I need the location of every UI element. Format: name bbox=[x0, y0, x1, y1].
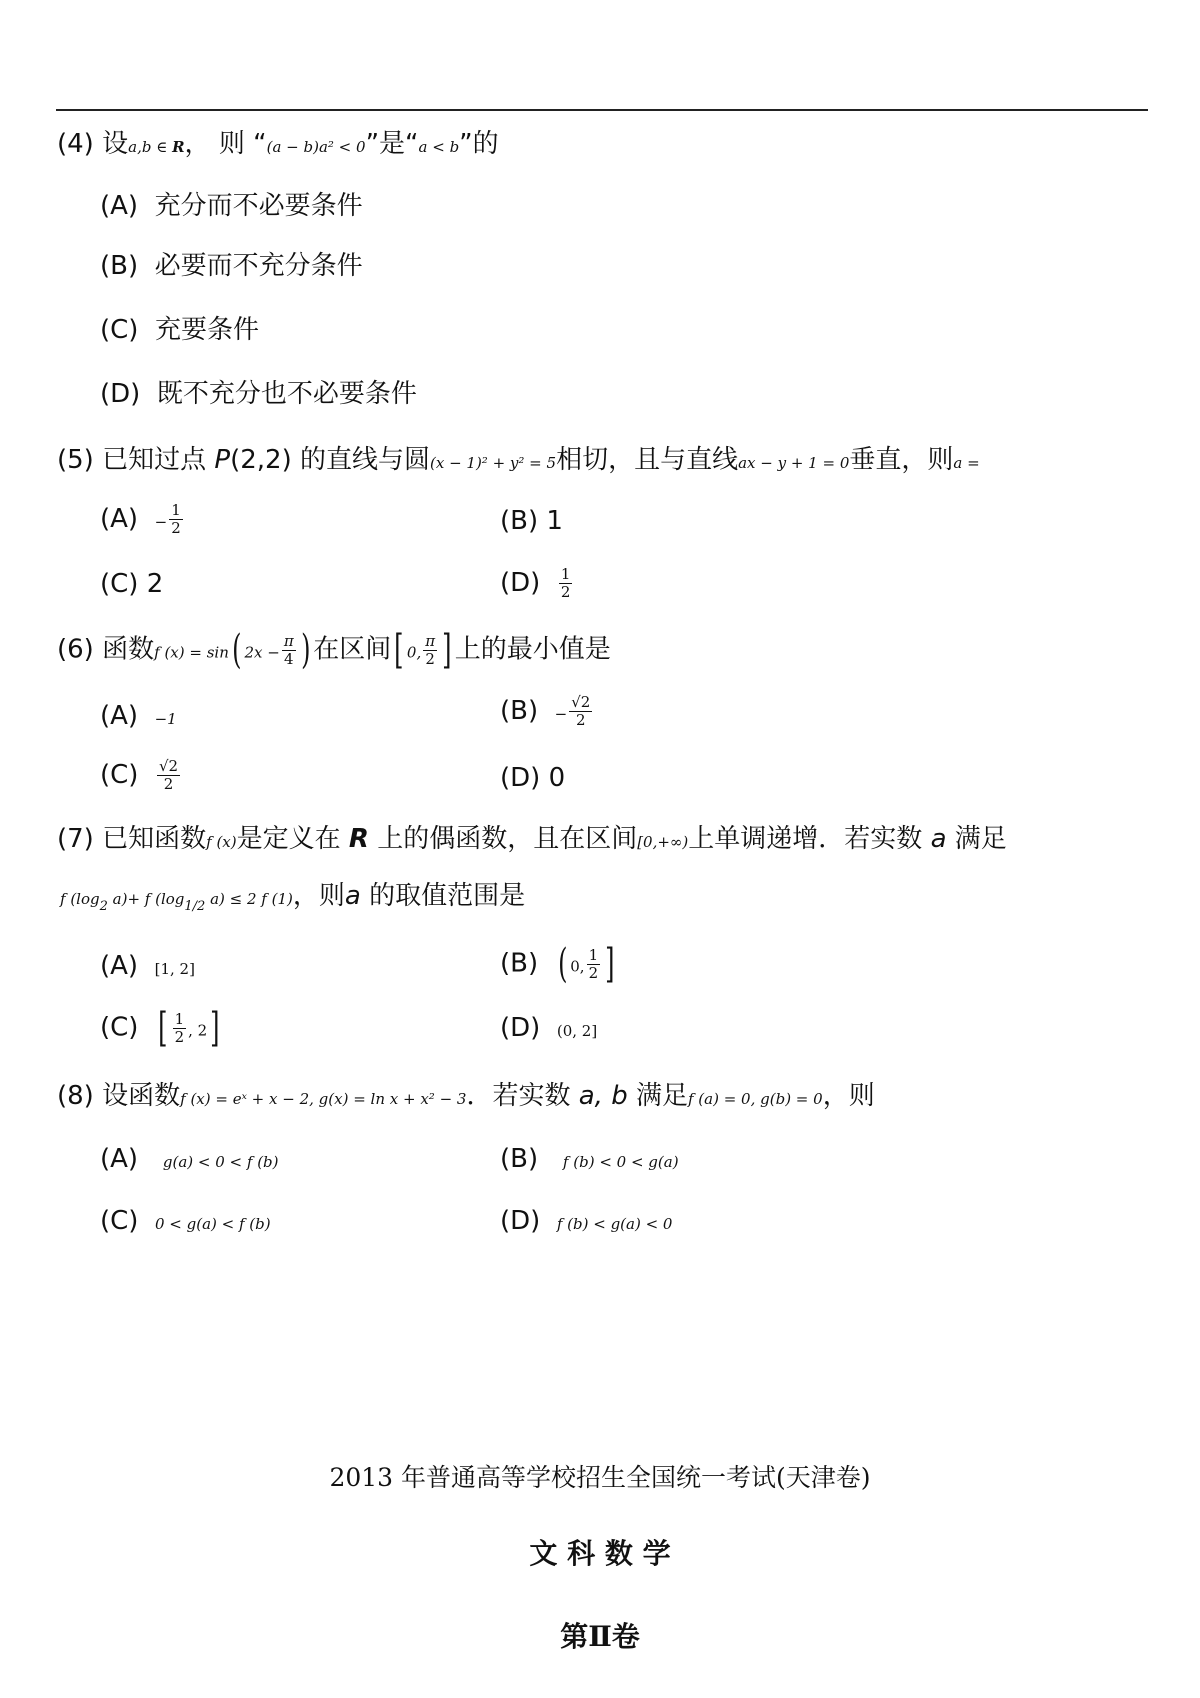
q8-option-d bbox=[500, 1205, 672, 1240]
option-key: (D) bbox=[100, 379, 141, 409]
q8-option-b bbox=[500, 1143, 679, 1178]
q4-option-d bbox=[100, 378, 417, 410]
option-key: (D) bbox=[500, 568, 541, 598]
option-key: (A) bbox=[100, 951, 139, 981]
bracket-close: ] bbox=[605, 941, 615, 987]
option-key: (D) bbox=[500, 1206, 541, 1236]
fraction bbox=[157, 758, 180, 793]
question-number: (5) bbox=[57, 445, 94, 475]
q7-lead: 已知函数 bbox=[102, 824, 207, 854]
q7-interval: [0,+∞) bbox=[637, 833, 689, 851]
q7-text-5: ，则 bbox=[292, 881, 345, 911]
option-key: (B) bbox=[500, 1144, 539, 1174]
q8-lead: 设函数 bbox=[102, 1081, 181, 1111]
denominator: 2 bbox=[588, 963, 599, 982]
q7-option-d bbox=[500, 1012, 597, 1047]
q7-ineq-c: a) ≤ 2 f (1) bbox=[205, 890, 293, 908]
option-key: (C) bbox=[100, 569, 139, 599]
fraction bbox=[282, 633, 296, 668]
q5-text-1: 的直线与圆 bbox=[299, 445, 430, 475]
option-key: (D) bbox=[500, 1013, 541, 1043]
option-key: (B) bbox=[500, 948, 539, 979]
q4-option-b bbox=[100, 250, 363, 282]
q5-answer: a = bbox=[953, 454, 980, 472]
question-number: (8) bbox=[57, 1081, 94, 1111]
denominator: 2 bbox=[425, 649, 435, 668]
question-5 bbox=[57, 444, 980, 479]
question-number: (7) bbox=[57, 824, 94, 854]
denominator: 2 bbox=[560, 583, 571, 601]
option-key: (B) bbox=[100, 251, 139, 281]
option-value: −1 bbox=[154, 710, 177, 728]
question-8 bbox=[57, 1080, 875, 1115]
q8-variables: a, b bbox=[578, 1081, 628, 1111]
bracket-close: ] bbox=[210, 1005, 220, 1051]
question-number: (6) bbox=[57, 634, 94, 665]
paren-open: ( bbox=[557, 941, 568, 987]
option-zero: 0, bbox=[570, 957, 585, 976]
option-text: 必要而不充分条件 bbox=[154, 251, 363, 281]
denominator: 2 bbox=[171, 519, 181, 537]
q8-option-a bbox=[100, 1143, 279, 1178]
q4-tail: ”的 bbox=[459, 129, 499, 159]
q8-text-2: 满足 bbox=[635, 1081, 688, 1111]
q7-text-4: 满足 bbox=[954, 824, 1007, 854]
bracket-open: [ bbox=[394, 627, 404, 673]
q7-ineq-b: a)+ f (log bbox=[107, 890, 185, 908]
q7-condition-line bbox=[60, 880, 525, 923]
option-text: 充分而不必要条件 bbox=[154, 191, 363, 221]
q5-point-label: P bbox=[214, 445, 231, 475]
option-key: (D) bbox=[500, 763, 541, 793]
q6-function: f (x) = sin bbox=[154, 643, 229, 662]
question-4 bbox=[57, 128, 499, 163]
option-value: [1, 2] bbox=[154, 960, 195, 978]
numerator: √2 bbox=[571, 693, 591, 711]
numerator: 1 bbox=[174, 1009, 185, 1028]
q5-lead: 已知过点 bbox=[102, 445, 207, 475]
paren-close: ) bbox=[300, 627, 311, 673]
option-value: g(a) < 0 < f (b) bbox=[162, 1153, 279, 1171]
option-value: 0 < g(a) < f (b) bbox=[154, 1215, 271, 1233]
option-key: (A) bbox=[100, 504, 139, 534]
option-two: , 2 bbox=[188, 1021, 208, 1040]
denominator: 4 bbox=[283, 649, 294, 668]
q4-lead: 设 bbox=[102, 129, 129, 159]
q5-point: (2,2) bbox=[230, 445, 292, 475]
fraction bbox=[423, 633, 437, 668]
fraction bbox=[173, 1011, 187, 1046]
bracket-open: [ bbox=[158, 1005, 168, 1051]
top-rule bbox=[56, 109, 1148, 111]
q4-option-c bbox=[100, 314, 259, 346]
paren-open: ( bbox=[231, 627, 242, 673]
part-title: 第Ⅱ卷 bbox=[560, 1620, 640, 1653]
q7-real-set: R bbox=[348, 824, 369, 854]
numerator: √2 bbox=[158, 757, 179, 775]
fraction bbox=[569, 694, 592, 729]
q7-option-a bbox=[100, 950, 195, 985]
q8-functions: f (x) = eˣ + x − 2, g(x) = ln x + x² − 3 bbox=[180, 1090, 467, 1108]
numerator: 1 bbox=[588, 945, 599, 964]
q5-option-b bbox=[500, 505, 563, 537]
option-key: (A) bbox=[100, 1144, 139, 1174]
exam-title: 2013 年普通高等学校招生全国统一考试(天津卷) bbox=[329, 1463, 871, 1492]
option-value: f (b) < g(a) < 0 bbox=[556, 1215, 673, 1233]
q6-text-1: 在区间 bbox=[313, 634, 392, 665]
q6-option-b bbox=[500, 694, 594, 730]
option-key: (C) bbox=[100, 1012, 139, 1043]
option-value: f (b) < 0 < g(a) bbox=[562, 1153, 679, 1171]
option-key: (A) bbox=[100, 701, 139, 731]
q6-arg: 2x − bbox=[244, 643, 280, 662]
q4-real-set: R bbox=[172, 138, 185, 156]
option-text: 充要条件 bbox=[154, 315, 259, 345]
fraction bbox=[559, 566, 573, 601]
q7-variable: a bbox=[930, 824, 947, 854]
option-value: 2 bbox=[146, 569, 164, 599]
question-7 bbox=[57, 823, 1007, 858]
numerator: 1 bbox=[560, 565, 571, 583]
q5-line: ax − y + 1 = 0 bbox=[738, 454, 850, 472]
q7-text-6: 的取值范围是 bbox=[369, 881, 526, 911]
q6-text-2: 上的最小值是 bbox=[454, 634, 611, 665]
question-number: (4) bbox=[57, 129, 94, 159]
option-key: (A) bbox=[100, 191, 139, 221]
option-value: 1 bbox=[546, 506, 563, 536]
q7-variable: a bbox=[344, 881, 361, 911]
q4-then: 则 bbox=[218, 129, 245, 159]
sign: − bbox=[154, 513, 168, 531]
fraction bbox=[169, 502, 183, 537]
q5-option-a bbox=[100, 502, 185, 538]
bracket-close: ] bbox=[442, 627, 452, 673]
q5-option-c bbox=[100, 568, 163, 600]
q4-mid: ”是“ bbox=[365, 129, 419, 159]
option-value: (0, 2] bbox=[556, 1022, 598, 1040]
q4-option-a bbox=[100, 190, 363, 222]
subject-title: 文 科 数 学 bbox=[529, 1537, 671, 1570]
q5-text-3: 垂直，则 bbox=[849, 445, 954, 475]
q7-text-2: 上的偶函数，且在区间 bbox=[377, 824, 638, 854]
numerator: π bbox=[425, 631, 436, 650]
option-key: (C) bbox=[100, 315, 139, 345]
denominator: 2 bbox=[163, 775, 174, 793]
q4-condition-2: a < b bbox=[418, 138, 460, 156]
q7-option-b bbox=[500, 941, 618, 987]
numerator: π bbox=[283, 631, 294, 650]
q7-log-base-2: 2 bbox=[99, 899, 108, 915]
q6-option-c bbox=[100, 758, 182, 793]
q6-lead: 函数 bbox=[102, 634, 155, 665]
option-value: 0 bbox=[548, 763, 566, 793]
q8-condition: f (a) = 0, g(b) = 0 bbox=[687, 1090, 823, 1108]
option-key: (C) bbox=[100, 760, 139, 790]
q7-text-3: 上单调递增．若实数 bbox=[688, 824, 923, 854]
q7-option-c bbox=[100, 1005, 223, 1051]
q7-log-base-half: 1/2 bbox=[184, 899, 206, 915]
q7-text-1: 是定义在 bbox=[236, 824, 341, 854]
denominator: 2 bbox=[174, 1027, 185, 1046]
option-key: (B) bbox=[500, 696, 539, 726]
question-6 bbox=[57, 627, 611, 673]
denominator: 2 bbox=[576, 711, 586, 729]
sign: − bbox=[554, 705, 568, 723]
option-text: 既不充分也不必要条件 bbox=[156, 379, 417, 409]
q4-quote-open: “ bbox=[253, 129, 267, 159]
q5-circle: (x − 1)² + y² = 5 bbox=[430, 454, 557, 472]
q6-option-d bbox=[500, 762, 565, 794]
q8-text-3: ，则 bbox=[822, 1081, 875, 1111]
q4-set: a,b ∈ bbox=[128, 138, 173, 156]
q6-option-a bbox=[100, 700, 177, 735]
fraction bbox=[587, 947, 601, 982]
q6-zero: 0, bbox=[406, 643, 422, 662]
q5-option-d bbox=[500, 566, 574, 601]
q7-function: f (x) bbox=[206, 833, 237, 851]
q7-ineq-a: f (log bbox=[60, 890, 100, 908]
option-key: (B) bbox=[500, 506, 539, 536]
q8-option-c bbox=[100, 1205, 271, 1240]
q8-text-1: ．若实数 bbox=[466, 1081, 571, 1111]
option-key: (C) bbox=[100, 1206, 139, 1236]
q4-condition: (a − b)a² < 0 bbox=[266, 138, 366, 156]
q5-text-2: 相切，且与直线 bbox=[556, 445, 739, 475]
numerator: 1 bbox=[171, 501, 181, 519]
q4-comma: ， bbox=[184, 129, 211, 159]
